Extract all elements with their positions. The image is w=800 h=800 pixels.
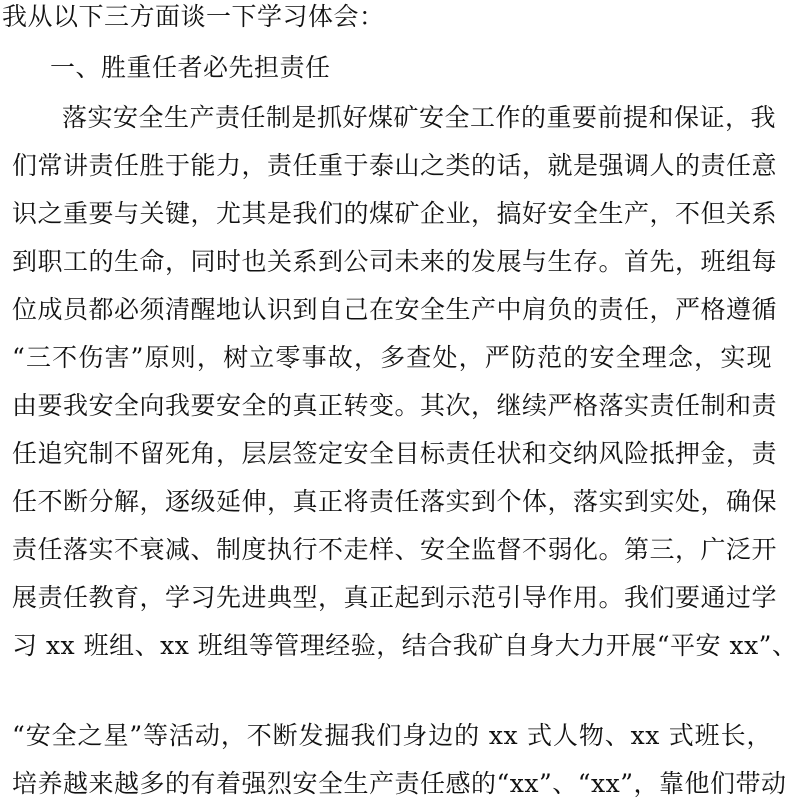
paragraph-line: 到职工的生命，同时也关系到公司未来的发展与生存。首先，班组每 bbox=[12, 247, 778, 276]
paragraph-line: 识之重要与关键，尤其是我们的煤矿企业，搞好安全生产，不但关系 bbox=[12, 199, 778, 228]
section-heading: 一、胜重任者必先担责任 bbox=[50, 53, 331, 82]
paragraph-line: 培养越来越多的有着强烈安全生产责任感的“xx”、“xx”，靠他们带动 bbox=[12, 769, 787, 798]
paragraph-line: “三不伤害”原则，树立零事故，多查处，严防范的安全理念，实现 bbox=[12, 343, 772, 372]
paragraph-line: 习 xx 班组、xx 班组等管理经验，结合我矿自身大力开展“平安 xx”、 bbox=[12, 631, 798, 660]
paragraph-line: 责任落实不衰减、制度执行不走样、安全监督不弱化。第三，广泛开 bbox=[12, 535, 778, 564]
intro-line: 我从以下三方面谈一下学习体会： bbox=[2, 2, 385, 31]
paragraph-line: 任不断分解，逐级延伸，真正将责任落实到个体，落实到实处，确保 bbox=[12, 487, 778, 516]
paragraph-line: 展责任教育，学习先进典型，真正起到示范引导作用。我们要通过学 bbox=[12, 583, 778, 612]
paragraph-line: “安全之星”等活动，不断发掘我们身边的 xx 式人物、xx 式班长， bbox=[12, 721, 772, 750]
paragraph-line: 位成员都必须清醒地认识到自己在安全生产中肩负的责任，严格遵循 bbox=[12, 295, 778, 324]
paragraph-line: 落实安全生产责任制是抓好煤矿安全工作的重要前提和保证，我 bbox=[62, 103, 777, 132]
paragraph-line: 由要我安全向我要安全的真正转变。其次，继续严格落实责任制和责 bbox=[12, 391, 778, 420]
paragraph-line: 任追究制不留死角，层层签定安全目标责任状和交纳风险抵押金，责 bbox=[12, 439, 778, 468]
paragraph-line: 们常讲责任胜于能力，责任重于泰山之类的话，就是强调人的责任意 bbox=[12, 151, 778, 180]
